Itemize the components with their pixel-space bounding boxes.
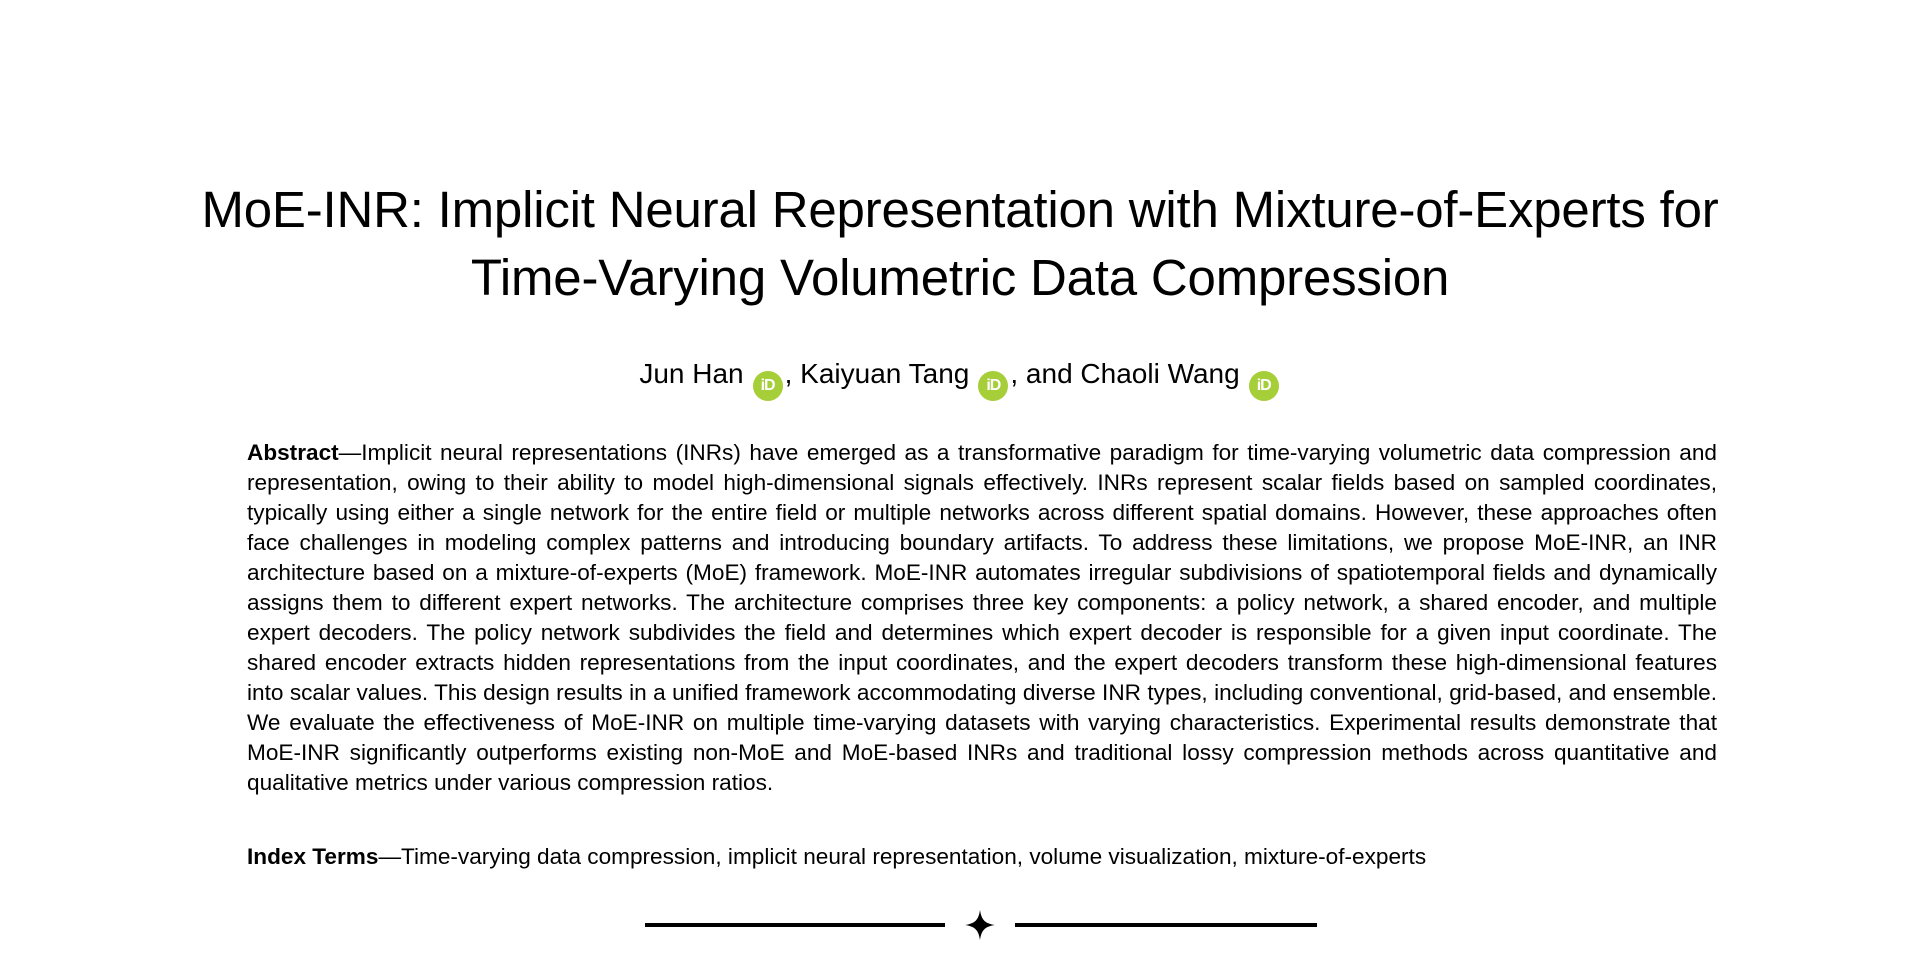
paper-title [0,176,1920,312]
divider-rule-right [1015,923,1317,927]
abstract-label: Abstract [247,440,339,465]
author-separator: , and [1010,358,1081,389]
orcid-icon[interactable]: iD [978,371,1008,401]
author-name: Chaoli Wang [1080,358,1240,389]
index-terms-label: Index Terms [247,844,379,869]
orcid-icon[interactable]: iD [1249,371,1279,401]
orcid-icon[interactable]: iD [753,371,783,401]
index-terms [247,842,1717,872]
abstract [247,438,1717,798]
paper-title-line-1: MoE-INR: Implicit Neural Representation with Mixture-of-Experts for [201,181,1719,238]
author-separator: , [784,358,801,389]
index-terms-text: —Time-varying data compression, implicit neural representation, volume visualization, mixture-of-experts [378,844,1427,869]
author-name: Jun Han [639,358,744,389]
author-list [0,354,1920,401]
section-divider [0,910,1920,940]
four-point-star-icon [965,910,995,940]
author-name: Kaiyuan Tang [800,358,970,389]
divider-rule-left [645,923,945,927]
paper-title-line-2: Time-Varying Volumetric Data Compression [470,249,1450,306]
abstract-text: —Implicit neural representations (INRs) have emerged as a transformative paradigm for time-varying volumetric data compression and representation, owing to their ability to model high-dimensional signals effectively. INRs represent scalar fields based on sampled coordinates, typically using either a single network for the entire field or multiple networks across different spatial domains. However, these approaches often face challenges in modeling complex patterns and introducing boundary artifacts. To address these limitations, we propose MoE-INR, an INR architecture based on a mixture-of-experts (MoE) framework. MoE-INR automates irregular subdivisions of spatiotemporal fields and dynamically assigns them to different expert networks. The architecture comprises three key components: a policy network, a shared encoder, and multiple expert decoders. The policy network subdivides the field and determines which expert decoder is responsible for a given input coordinate. The shared encoder extracts hidden representations from the input coordinates, and the expert decoders transform these high-dimensional features into scalar values. This design results in a unified framework accommodating diverse INR types, including conventional, grid-based, and ensemble. We evaluate the effectiveness of MoE-INR on multiple time-varying datasets with varying characteristics. Experimental results demonstrate that MoE-INR significantly outperforms existing non-MoE and MoE-based INRs and traditional lossy compression methods across quantitative and qualitative metrics under various compression ratios. [247,440,1717,795]
